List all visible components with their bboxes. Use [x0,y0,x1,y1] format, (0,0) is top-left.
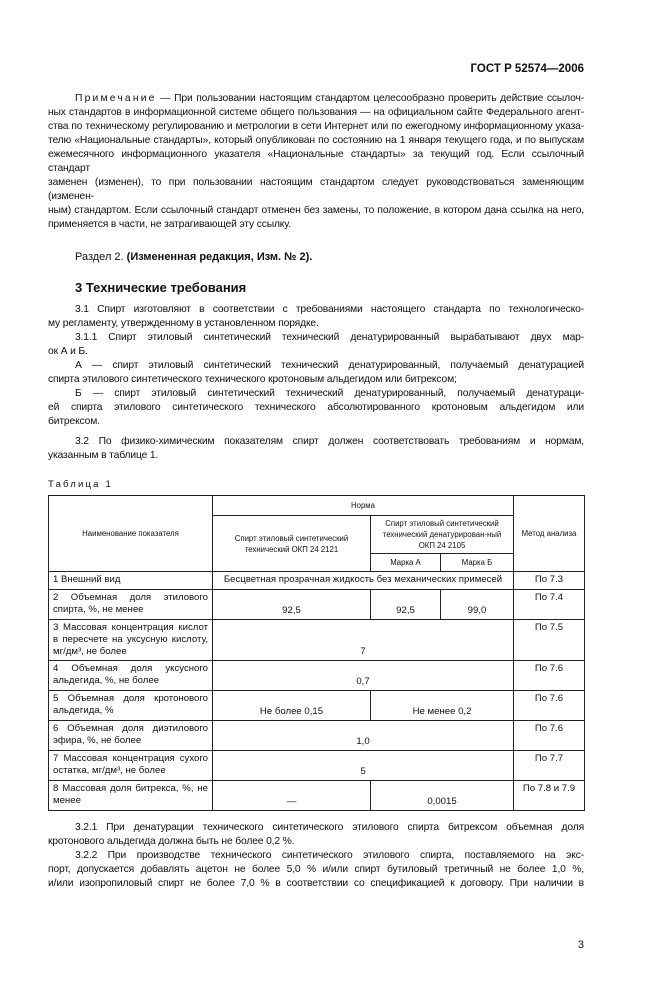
row-value-col2-text: Не менее 0,2 [412,706,472,717]
header-col1 [213,516,371,572]
row-name-text: 3 Массовая концентрация кислот в пересчете на уксусную кислоту, мг/дм³, не более [53,622,208,657]
section2-text: Раздел 2. [75,251,127,263]
note-line: применяется в части, не затрагивающей эту ссылку. [48,219,291,230]
note-line: ежемесячного информационного указателя «Национальные стандарты» за текущий год. Если ссылочный стандарт [48,149,584,174]
header-col2 [371,516,514,554]
section-title: 3 Технические требования [75,280,247,295]
note-line: ства по техническому регулированию и метрологии в сети Интернет или по ежегодному информационному указа- [48,121,584,132]
row-method [514,620,585,661]
section2-amendment [48,250,584,264]
header-name-text: Наименование показателя [82,529,179,538]
para-line: 3.1 Спирт изготовляют в соответствии с требованиями настоящего стандарта по технологическо- [75,304,584,315]
row-value-mark-a [371,590,441,620]
table-row [49,590,585,620]
note-text: — При пользовании настоящим стандартом целесообразно проверить действие ссылоч- [156,93,584,104]
row-value-col1 [213,691,371,721]
row-value-col2 [371,781,514,811]
row-name [49,781,213,811]
table-row [49,572,585,590]
row-value-col1 [213,590,371,620]
row-name [49,590,213,620]
note-line: ным) стандартом. Если ссылочный стандарт отменен без замены, то положение, в котором дана ссылка на него, [48,205,584,216]
row-value-text: 5 [360,766,366,777]
row-value [213,721,514,751]
row-value-text: 7 [360,646,366,657]
header-norm [213,496,514,516]
header-mark-a-text: Марка А [390,558,421,567]
header-mark-a [371,554,441,572]
para-line: ей спирта этилового синтетического технического абсолютированного кротоновым альдегидом или [48,402,584,413]
para-line: порт, допускается добавлять ацетон не более 5,0 % и/или спирт бутиловый третичный не более 1,0 %, [48,864,584,875]
note-line [48,92,584,106]
row-value-mark-a-text: 92,5 [396,605,415,616]
row-value-col2 [371,691,514,721]
row-value-col1-text: Не более 0,15 [259,706,324,717]
row-value-text: 1,0 [356,736,370,747]
row-value-text: 0,7 [356,676,370,687]
row-value-mark-b-text: 99,0 [467,605,487,616]
row-method [514,691,585,721]
after-table-text [48,821,584,891]
para-line: кротонового альдегида должна быть не более 0,2 %. [48,836,295,847]
para-line: 3.2.1 При денатурации технического синтетического этилового спирта битрексом объемная доля [75,822,584,833]
para-line: 3.1.1 Спирт этиловый синтетический технический денатурированный вырабатывают двух мар- [75,332,584,343]
note-line: ных стандартов в информационной системе общего пользования — на официальном сайте Федерального агент- [48,107,584,118]
page-number: 3 [577,939,584,951]
row-value-col2-text: 0,0015 [427,796,457,807]
para-line: ок А и Б. [48,346,88,357]
row-value-col1-text: — [286,796,297,807]
row-method [514,572,585,590]
row-method [514,661,585,691]
para-line: А — спирт этиловый синтетический технический денатурированный, получаемый денатурацией [75,360,584,371]
row-method-text: По 7.6 [534,693,564,704]
row-method-text: По 7.3 [534,574,564,585]
row-value [213,572,514,590]
row-name [49,691,213,721]
row-name [49,661,213,691]
table-1 [48,495,584,811]
row-name-text: 8 Массовая доля битрекса, %, не менее [53,783,208,806]
row-value-col1-text: 92,5 [282,605,301,616]
row-method-text: По 7.7 [534,753,564,764]
header-norm-text: Норма [351,501,375,510]
para-line: Б — спирт этиловый синтетический технический денатурированный, получаемый денатураци- [75,388,584,399]
header-mark-b [441,554,514,572]
row-name-text: 1 Внешний вид [53,574,121,585]
row-value-text: Бесцветная прозрачная жидкость без механических примесей [223,574,503,585]
header-col1-text: Спирт этиловый синтетический технический ОКП 24 2121 [234,533,349,554]
row-value [213,751,514,781]
standard-code: ГОСТ Р 52574—2006 [470,63,584,75]
row-value-mark-b [441,590,514,620]
row-value-col1 [213,781,371,811]
header-method-text: Метод анализа [521,529,577,538]
para-line: му регламенту, утвержденному в установленном порядке. [48,318,319,329]
para-line: указанным в таблице 1. [48,450,159,461]
table-row [49,751,585,781]
row-name [49,721,213,751]
row-name [49,572,213,590]
row-value [213,620,514,661]
note-line: телю «Национальные стандарты», который опубликован по состоянию на 1 января текущего года, и по выпускам [48,135,584,146]
row-name-text: 4 Объемная доля уксусного альдегида, %, не более [53,663,208,686]
row-name-text: 6 Объемная доля диэтилового эфира, %, не более [53,723,208,746]
header-col2-text: Спирт этиловый синтетический технический денатурирован-ный ОКП 24 2105 [382,519,502,550]
para-line: спирта этилового синтетического технического кротоновым альдегидом или битрексом; [48,374,457,385]
table-row [49,661,585,691]
note-label: Примечание [75,93,157,104]
row-method [514,751,585,781]
table-row [49,620,585,661]
row-method [514,781,585,811]
row-method-text: По 7.6 [534,723,564,734]
row-value [213,661,514,691]
header-mark-b-text: Марка Б [461,558,493,567]
table-row [49,781,585,811]
row-name [49,751,213,781]
note-line: заменен (изменен), то при пользовании настоящим стандартом следует руководствоваться заменяющим (изменен- [48,177,584,202]
table-row [49,721,585,751]
para-line: 3.2.2 При производстве технического синтетического этилового спирта, поставляемого на экс- [75,850,584,861]
header-name [49,496,213,572]
header-method [514,496,585,572]
row-method [514,721,585,751]
table-grid [48,495,585,811]
table-row [49,496,585,516]
row-method-text: По 7.6 [534,663,564,674]
para-line: 3.2 По физико-химическим показателям спирт должен соответствовать требованиям и нормам, [75,436,584,447]
row-name-text: 2 Объемная доля этилового спирта, %, не менее [53,592,208,615]
row-name-text: 5 Объемная доля кротонового альдегида, % [53,693,208,716]
row-method-text: По 7.5 [534,622,564,633]
para-line: битрексом. [48,416,100,427]
row-method-text: По 7.4 [534,592,564,603]
para-line: и/или изопропиловый спирт не более 7,0 % в соответствии со спецификацией к договору. При наличии в [48,878,584,889]
table-caption: Таблица 1 [48,479,113,490]
table-row [49,691,585,721]
row-name [49,620,213,661]
row-method [514,590,585,620]
row-name-text: 7 Массовая концентрация сухого остатка, мг/дм³, не более [53,753,208,776]
row-method-text: По 7.8 и 7.9 [522,783,576,794]
section2-amendment-bold: (Измененная редакция, Изм. № 2). [126,251,313,263]
